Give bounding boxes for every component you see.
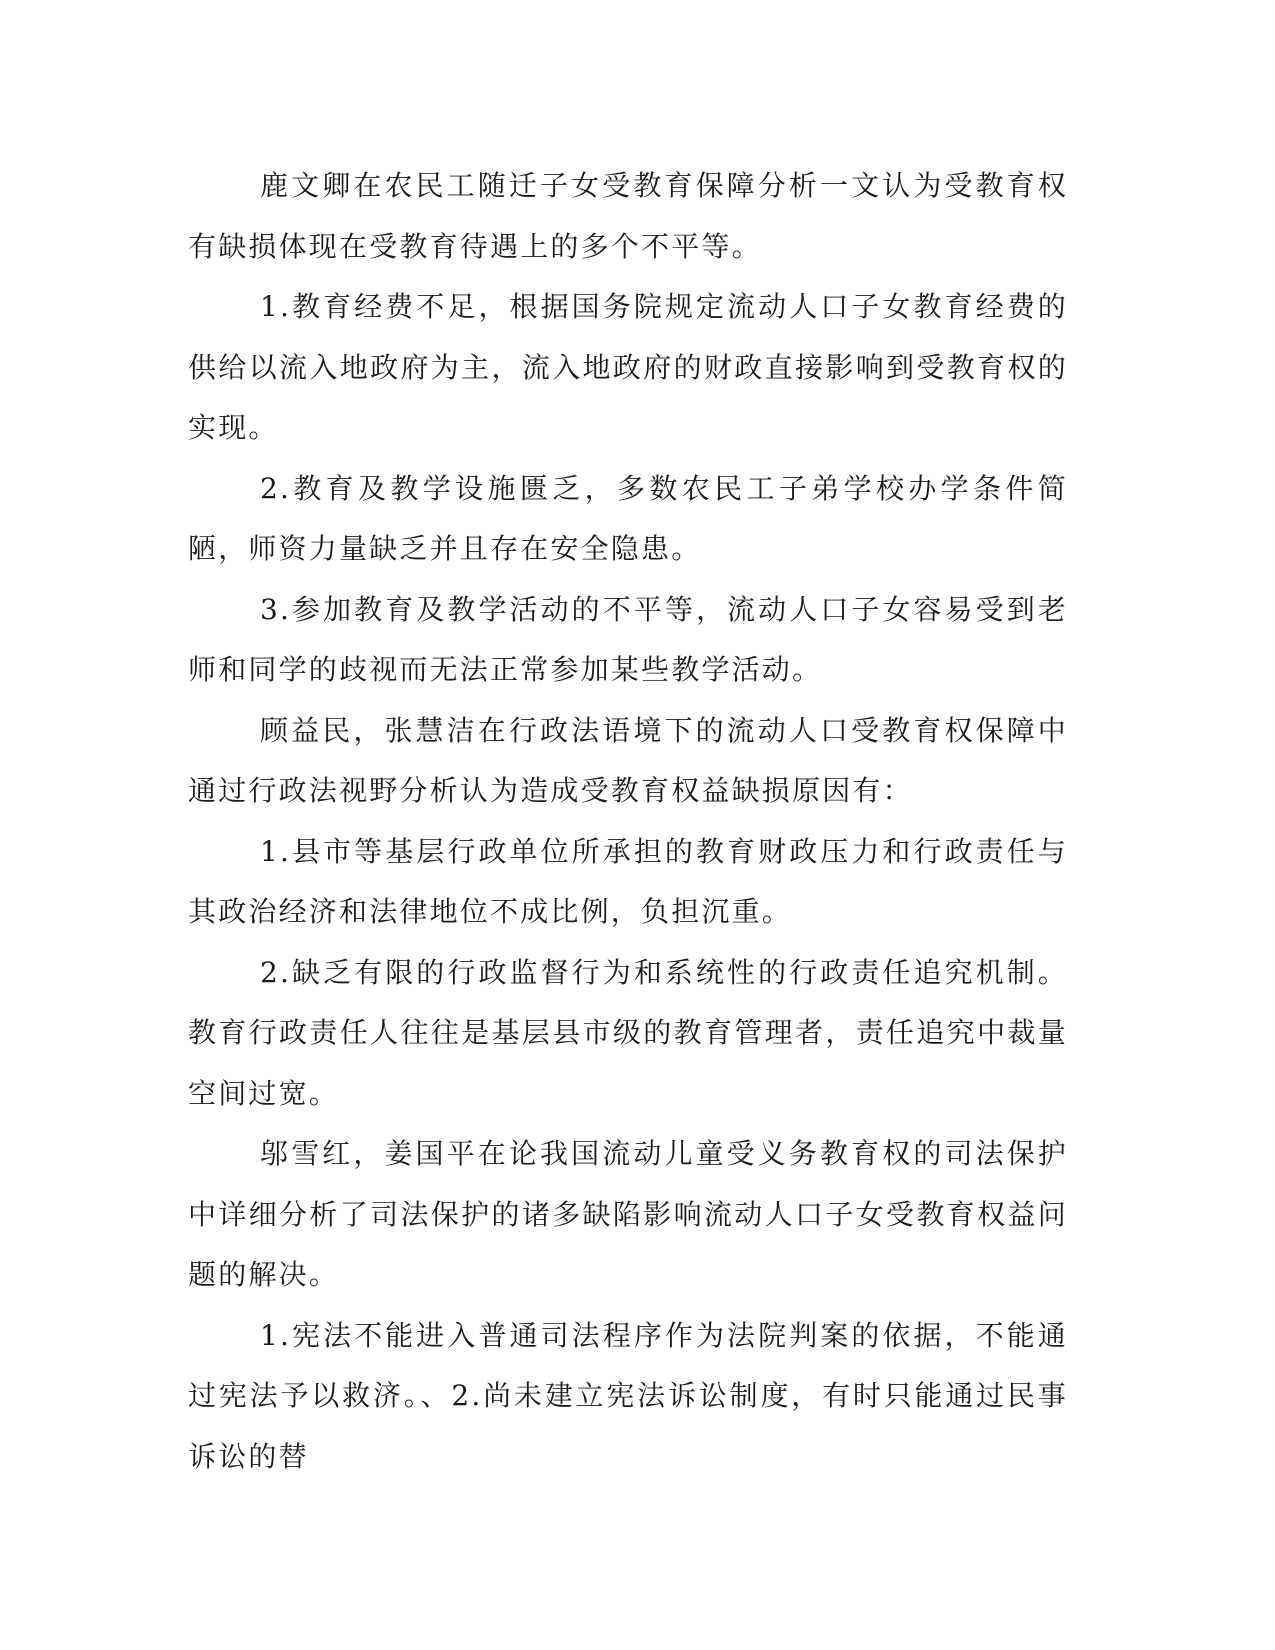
paragraph-facilities-lacking: 2.教育及教学设施匮乏，多数农民工子弟学校办学条件简陋，师资力量缺乏并且存在安全隐患。	[188, 471, 1068, 565]
paragraph-supervision-lacking: 2.缺乏有限的行政监督行为和系统性的行政责任追究机制。教育行政责任人往往是基层县市级的教育管理者，责任追究中裁量空间过宽。	[188, 955, 1068, 1110]
paragraph-fiscal-pressure: 1.县市等基层行政单位所承担的教育财政压力和行政责任与其政治经济和法律地位不成比例，负担沉重。	[188, 834, 1068, 928]
paragraph-lu-wenqing-intro: 鹿文卿在农民工随迁子女受教育保障分析一文认为受教育权有缺损体现在受教育待遇上的多个不平等。	[188, 169, 1068, 263]
paragraph-wu-xuehong-intro: 邬雪红，姜国平在论我国流动儿童受义务教育权的司法保护中详细分析了司法保护的诸多缺陷影响流动人口子女受教育权益问题的解决。	[188, 1137, 1068, 1291]
document-body	[188, 156, 1068, 1487]
paragraph-activity-inequality: 3.参加教育及教学活动的不平等，流动人口子女容易受到老师和同学的歧视而无法正常参加某些教学活动。	[188, 592, 1068, 686]
paragraph-gu-yimin-intro: 顾益民，张慧洁在行政法语境下的流动人口受教育权保障中通过行政法视野分析认为造成受教育权益缺损原因有：	[188, 713, 1068, 807]
paragraph-constitution-litigation: 1.宪法不能进入普通司法程序作为法院判案的依据，不能通过宪法予以救济。、2.尚未建立宪法诉讼制度，有时只能通过民事诉讼的替	[188, 1318, 1068, 1473]
paragraph-funding-shortage: 1.教育经费不足，根据国务院规定流动人口子女教育经费的供给以流入地政府为主，流入地政府的财政直接影响到受教育权的实现。	[188, 290, 1068, 444]
